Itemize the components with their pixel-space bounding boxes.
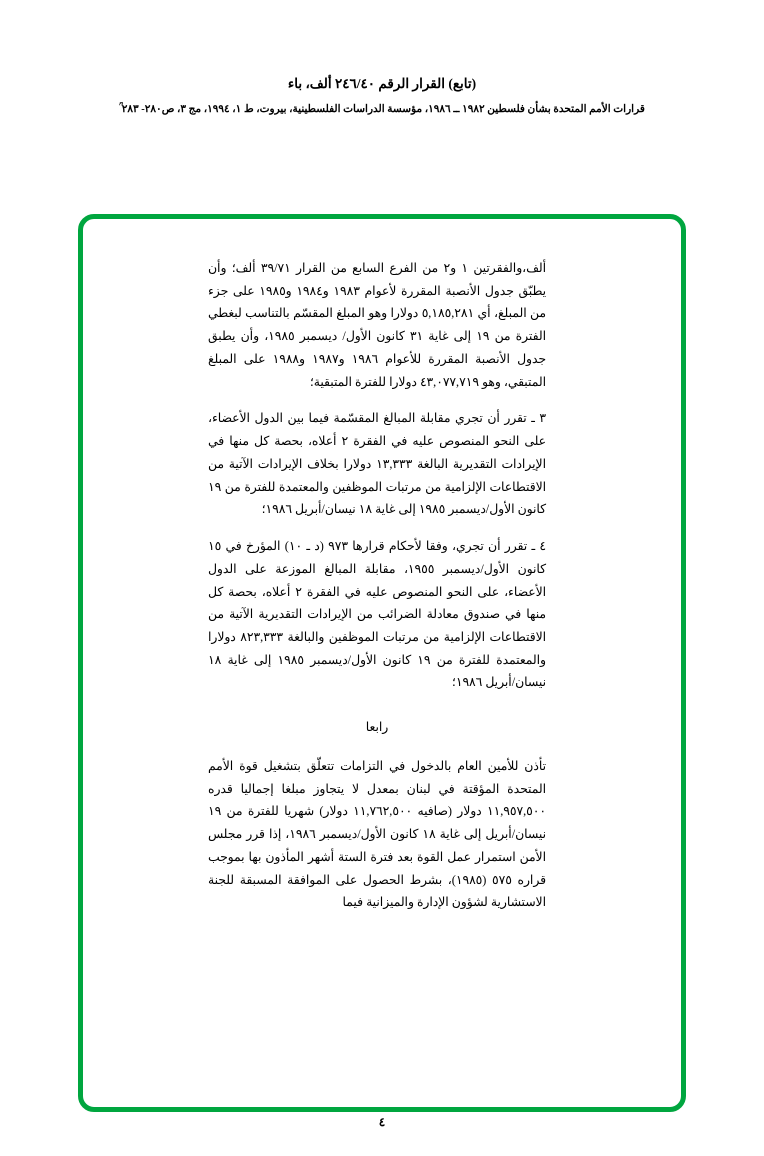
paragraph: ألف،والفقرتين ١ و٢ من الفرع السابع من القرار ٣٩/٧١ ألف؛ وأن يطبّق جدول الأنصبة المقررة لأعوام ١٩٨٣ و١٩٨٤ و١٩٨٥ على جزء من المبلغ، أي ٥,١٨٥,٢٨١ دولارا وهو المبلغ المقسّم بالتناسب لبغطي الفترة من ١٩ إلى غاية ٣١ كانون الأول/ ديسمبر ١٩٨٥، وأن يطبق جدول الأنصبة المقررة للأعوام ١٩٨٦ و١٩٨٧ و١٩٨٨ على المبلغ المتبقي، وهو ٤٣,٠٧٧,٧١٩ دولارا للفترة المتبقية؛ <box>208 261 547 389</box>
paragraph: ٣ ـ تقرر أن تجري مقابلة المبالغ المقسّمة فيما بين الدول الأعضاء، على النحو المنصوص عليه في الفقرة ٢ أعلاه، بحصة كل منها في الإيرادات التقديرية البالغة ١٣,٣٣٣ دولارا بخلاف الإيرادات الآتية من الاقتطاعات الإلزامية من مرتبات الموظفين والمعتمدة للفترة من ١٩ كانون الأول/ديسمبر ١٩٨٥ إلى غاية ١٨ نيسان/أبريل ١٩٨٦؛ <box>208 411 547 517</box>
paragraph: تأذن للأمين العام بالدخول في التزامات تتعلّق بتشغيل قوة الأمم المتحدة المؤقتة في لبنان بمعدل لا يتجاوز مبلغا إجماليا قدره ١١,٩٥٧,٥٠٠ دولار (صافيه ١١,٧٦٢,٥٠٠ دولار) شهريا للفترة من ١٩ نيسان/أبريل إلى غاية ١٨ كانون الأول/ديسمبر ١٩٨٦، إذا قرر مجلس الأمن استمرار عمل القوة بعد فترة الستة أشهر المأذون بها بموجب قراره ٥٧٥ (١٩٨٥)، بشرط الحصول على الموافقة المسبقة للجنة الاستشارية لشؤون الإدارة والميزانية فيما <box>208 758 546 910</box>
page-number: ٤ <box>378 1115 386 1129</box>
source-citation: قرارات الأمم المتحدة بشأن فلسطين ١٩٨٢ ــ ١٩٨٦، مؤسسة الدراسات الفلسطينية، بيروت، ط ١، ١٩٩٤، مج ٣، ص٢٨٠- ٢٨٣ ؒ <box>119 104 645 116</box>
document-page <box>0 74 764 1156</box>
page-title: (تابع) القرار الرقم ٢٤٦/٤٠ ألف، باء <box>287 76 477 91</box>
page-header <box>0 74 764 118</box>
section-heading: رابعا <box>365 720 389 735</box>
document-body <box>208 257 546 928</box>
paragraph: ٤ ـ تقرر أن تجري، وفقا لأحكام قرارها ٩٧٣ (د ـ ١٠) المؤرخ في ١٥ كانون الأول/ديسمبر ١٩٥٥، مقابلة المبالغ الموزعة على الدول الأعضاء، على النحو المنصوص عليه في الفقرة ٢ أعلاه، بحصة كل منها في صندوق معادلة الضرائب من الإيرادات التقديرية الآتية من الاقتطاعات الإلزامية من مرتبات الموظفين والبالغة ٨٢٣,٣٣٣ دولارا والمعتمدة للفترة من ١٩ كانون الأول/ديسمبر ١٩٨٥ إلى غاية ١٨ نيسان/أبريل ١٩٨٦؛ <box>208 539 546 690</box>
content-frame <box>78 214 686 1112</box>
